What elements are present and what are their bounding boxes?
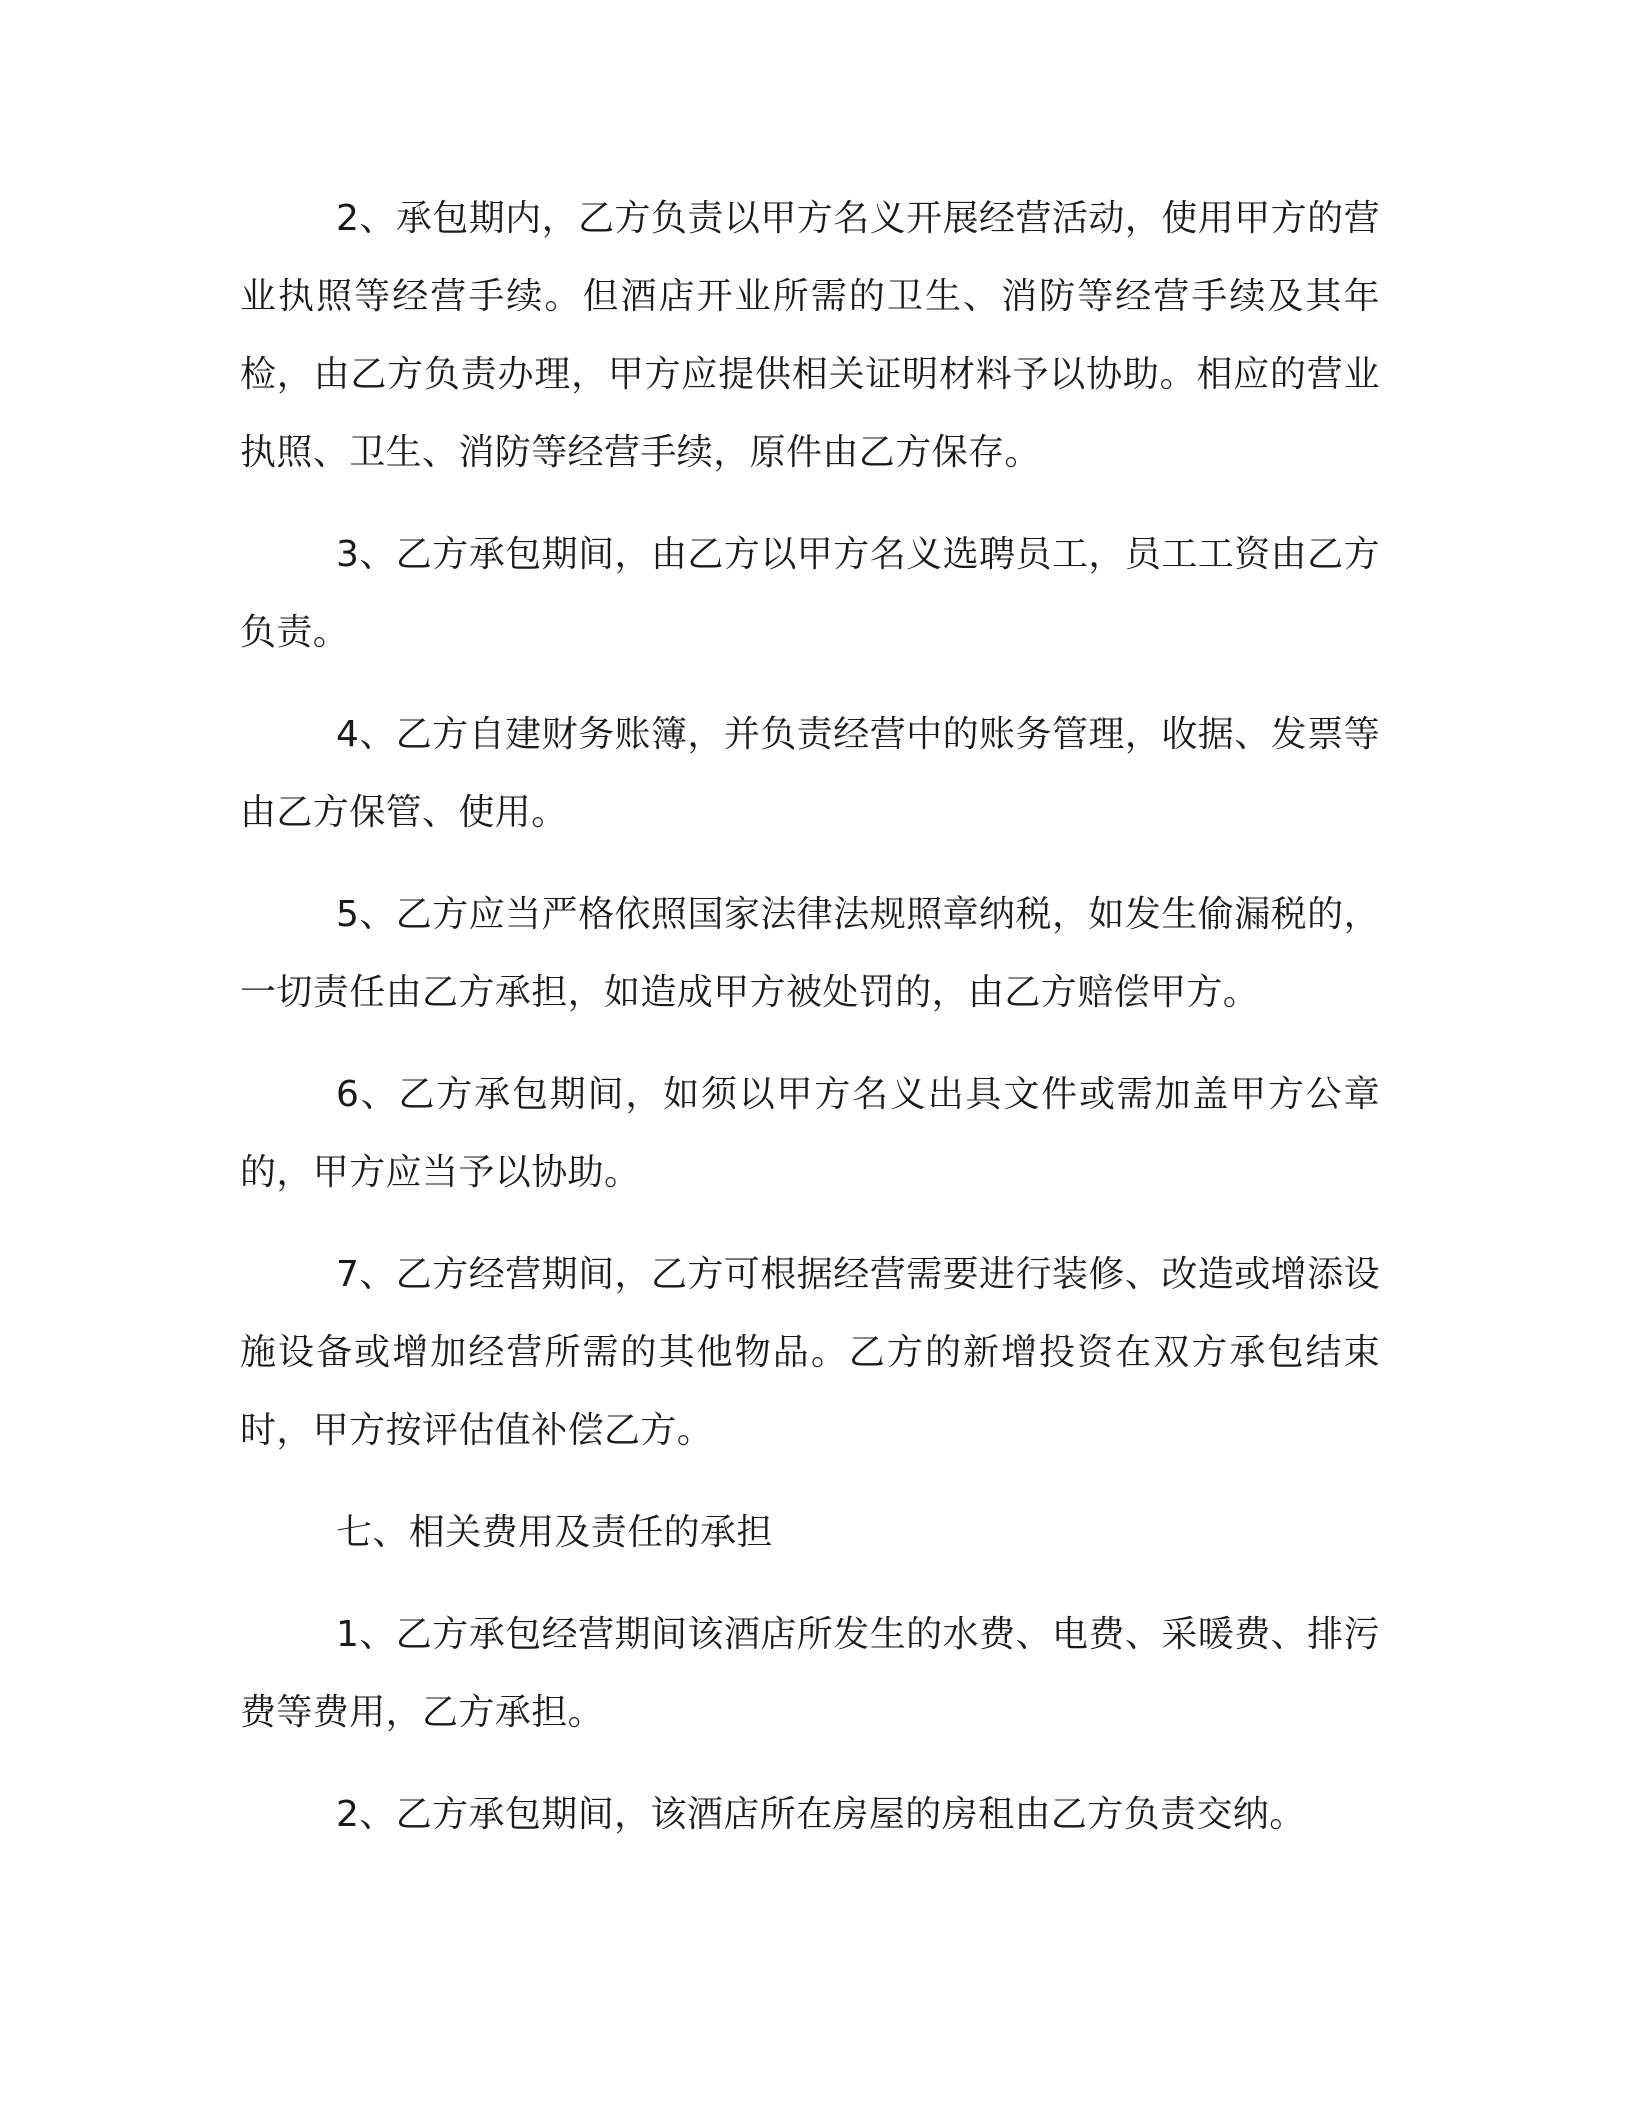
- clause-7-renovation-investment: 7、乙方经营期间，乙方可根据经营需要进行装修、改造或增添设施设备或增加经营所需的其他物品。乙方的新增投资在双方承包结束时，甲方按评估值补偿乙方。: [240, 1254, 1380, 1451]
- clause-3-staff-hiring: 3、乙方承包期间，由乙方以甲方名义选聘员工，员工工资由乙方负责。: [240, 534, 1380, 653]
- clause-2-business-license: 2、承包期内，乙方负责以甲方名义开展经营活动，使用甲方的营业执照等经营手续。但酒店开业所需的卫生、消防等经营手续及其年检，由乙方负责办理，甲方应提供相关证明材料予以协助。相应的营业执照、卫生、消防等经营手续，原件由乙方保存。: [240, 198, 1380, 473]
- clause-2-rent-payment: 2、乙方承包期间，该酒店所在房屋的房租由乙方负责交纳。: [336, 1794, 1306, 1835]
- clause-6-official-seal: 6、乙方承包期间，如须以甲方名义出具文件或需加盖甲方公章的，甲方应当予以协助。: [240, 1074, 1380, 1193]
- document-body: [240, 180, 1380, 1854]
- clause-5-tax-compliance: 5、乙方应当严格依照国家法律法规照章纳税，如发生偷漏税的，一切责任由乙方承担，如造成甲方被处罚的，由乙方赔偿甲方。: [240, 894, 1380, 1013]
- clause-1-utility-fees: 1、乙方承包经营期间该酒店所发生的水费、电费、采暖费、排污费等费用，乙方承担。: [240, 1614, 1380, 1733]
- section-heading-costs-liability: 七、相关费用及责任的承担: [336, 1512, 773, 1553]
- clause-4-financial-books: 4、乙方自建财务账簿，并负责经营中的账务管理，收据、发票等由乙方保管、使用。: [240, 714, 1380, 833]
